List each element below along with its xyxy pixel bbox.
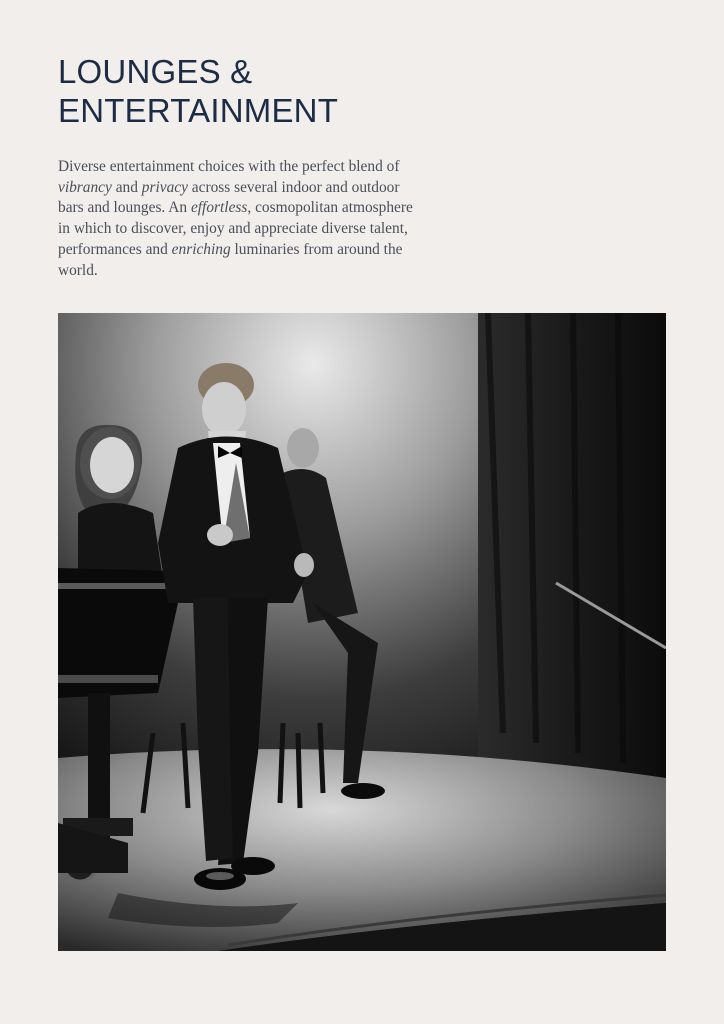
emphasis-privacy: privacy xyxy=(141,178,188,196)
intro-text-3: across several indoor and outdoor bars and lounges. An xyxy=(58,178,400,217)
intro-text-2: and xyxy=(111,178,142,196)
intro-text-5: luminaries from around the world. xyxy=(58,240,403,279)
title-line-1: LOUNGES & xyxy=(58,53,253,90)
title-line-2: ENTERTAINMENT xyxy=(58,92,339,129)
stage-performance-photo-icon xyxy=(58,313,666,951)
intro-text-1: Diverse entertainment choices with the perfect blend of xyxy=(58,158,400,175)
intro-text-4: , cosmopolitan atmosphere in which to discover, enjoy and appreciate diverse talent, performances and xyxy=(58,199,413,258)
emphasis-effortless: effortless xyxy=(190,199,248,217)
emphasis-vibrancy: vibrancy xyxy=(58,178,112,196)
intro-paragraph xyxy=(58,157,423,281)
emphasis-enriching: enriching xyxy=(171,240,231,258)
page-title xyxy=(58,52,478,130)
stage-performance-photo xyxy=(58,313,666,951)
